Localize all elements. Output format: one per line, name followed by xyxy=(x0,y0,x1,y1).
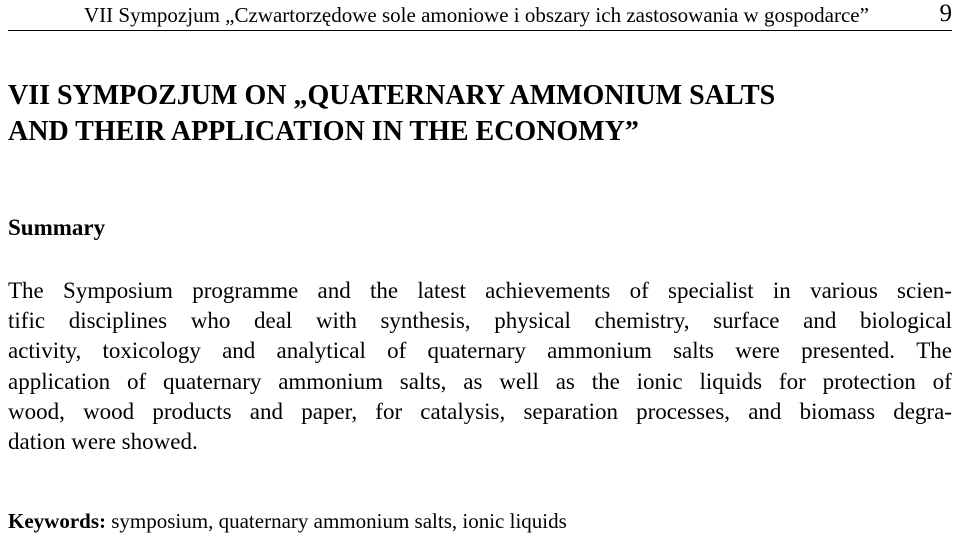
summary-word: biological xyxy=(860,308,952,334)
article-title-line-1: VII SYMPOZJUM ON „QUATERNARY AMMONIUM SALTS xyxy=(8,80,776,111)
summary-word: and xyxy=(317,278,351,303)
summary-word: quaternary xyxy=(163,368,262,394)
summary-word: surface xyxy=(713,308,780,334)
summary-word: various xyxy=(810,278,878,303)
summary-word: ammonium xyxy=(278,368,383,394)
keywords-line xyxy=(8,508,567,534)
summary-word: specialist xyxy=(668,278,754,303)
summary-word: degra- xyxy=(893,398,952,424)
summary-line xyxy=(8,367,952,397)
summary-line xyxy=(8,336,952,366)
summary-word: deal xyxy=(253,308,293,334)
summary-word: salts, xyxy=(399,368,447,394)
summary-word: salts xyxy=(673,338,714,364)
summary-word: and xyxy=(249,398,283,424)
summary-word: chemistry, xyxy=(594,308,690,334)
summary-word: well xyxy=(499,368,539,394)
summary-word: as xyxy=(463,368,483,394)
summary-word: biomass xyxy=(799,398,876,424)
article-title xyxy=(8,78,952,150)
summary-line xyxy=(8,397,952,427)
summary-word: physical xyxy=(494,308,571,334)
summary-word: analytical xyxy=(276,338,366,364)
summary-word: paper, xyxy=(301,398,358,424)
keywords-text: symposium, quaternary ammonium salts, ionic liquids xyxy=(106,509,567,533)
summary-word: and xyxy=(748,398,782,424)
summary-word: the xyxy=(591,368,620,394)
summary-word: The xyxy=(8,278,44,303)
summary-paragraph xyxy=(8,276,952,457)
summary-word: disciplines xyxy=(68,308,168,334)
summary-word: ammonium xyxy=(547,338,652,364)
summary-word: and xyxy=(222,338,256,364)
summary-word: as xyxy=(555,368,575,394)
summary-word: application xyxy=(8,368,111,394)
summary-word: separation xyxy=(523,398,618,424)
summary-word: for xyxy=(778,368,806,394)
summary-word: protection xyxy=(822,368,916,394)
keywords-label: Keywords: xyxy=(8,509,106,533)
summary-word: and xyxy=(803,308,837,334)
summary-word: presented. xyxy=(801,338,895,364)
summary-line xyxy=(8,306,952,336)
summary-word: latest xyxy=(417,278,466,303)
summary-word: activity, xyxy=(8,338,82,364)
summary-word: tific xyxy=(8,308,46,334)
summary-word: wood xyxy=(83,398,135,424)
page-number: 9 xyxy=(939,0,952,27)
running-title: VII Sympozjum „Czwartorzędowe sole amoniowe i obszary ich zastosowania w gospodarce” xyxy=(84,3,869,27)
article-title-line-2: AND THEIR APPLICATION IN THE ECONOMY” xyxy=(8,116,639,147)
summary-word: achievements xyxy=(485,278,611,303)
summary-line xyxy=(8,276,952,306)
summary-heading: Summary xyxy=(8,215,106,240)
summary-word: liquids xyxy=(699,368,763,394)
summary-word: of xyxy=(932,368,952,394)
summary-word: wood, xyxy=(8,398,65,424)
summary-word: toxicology xyxy=(102,338,201,364)
summary-word: catalysis, xyxy=(420,398,506,424)
summary-word: of xyxy=(387,338,407,364)
summary-word: products xyxy=(152,398,232,424)
summary-word: who xyxy=(190,308,231,334)
summary-word: in xyxy=(772,278,791,303)
running-header xyxy=(8,0,952,31)
summary-word: programme xyxy=(192,278,299,303)
summary-word: ionic xyxy=(636,368,683,394)
summary-word: synthesis, xyxy=(380,308,471,334)
summary-word: for xyxy=(375,398,403,424)
summary-line xyxy=(8,427,952,457)
summary-word: of xyxy=(127,368,147,394)
summary-word: processes, xyxy=(636,398,731,424)
summary-word: the xyxy=(369,278,399,303)
summary-word: The xyxy=(916,338,952,364)
summary-word: of xyxy=(629,278,649,303)
summary-word: dation were showed. xyxy=(8,429,198,455)
summary-word: with xyxy=(315,308,357,334)
summary-word: scien- xyxy=(897,278,952,303)
summary-word: Symposium xyxy=(63,278,173,303)
summary-word: were xyxy=(735,338,780,364)
summary-word: quaternary xyxy=(427,338,526,364)
